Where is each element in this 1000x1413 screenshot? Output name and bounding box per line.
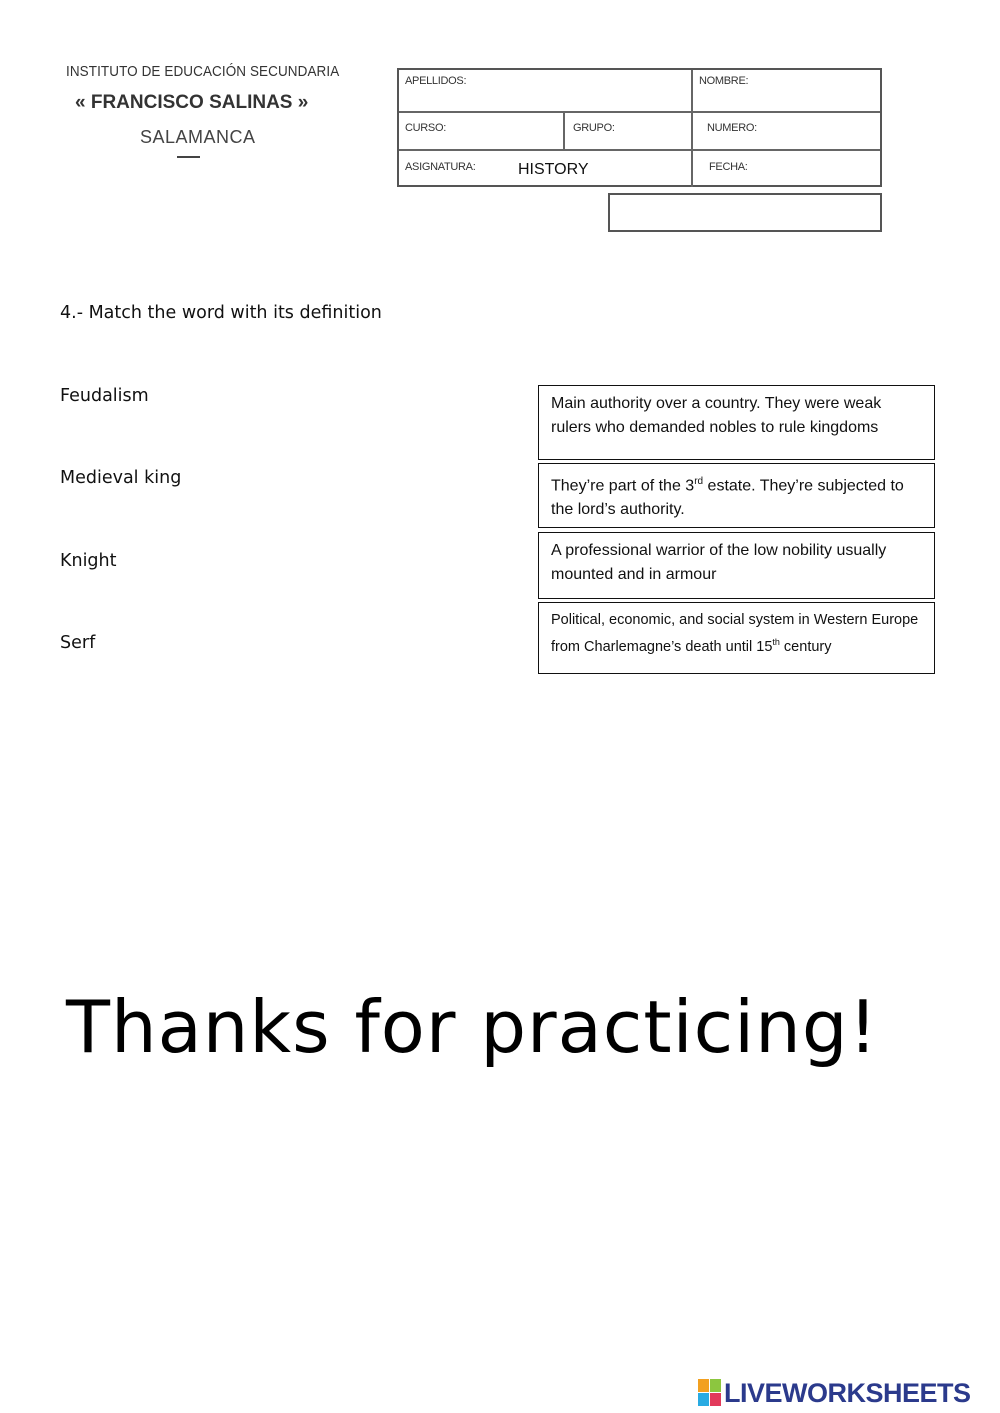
liveworksheets-mark-icon xyxy=(698,1379,722,1407)
school-name-line1: INSTITUTO DE EDUCACIÓN SECUNDARIA xyxy=(66,64,340,80)
ordinal-suffix: rd xyxy=(694,476,704,487)
liveworksheets-logo[interactable] xyxy=(698,1378,971,1408)
form-column-divider xyxy=(691,70,693,187)
term-medieval-king[interactable]: Medieval king xyxy=(60,468,182,488)
definition-text: century xyxy=(779,638,832,655)
grupo-label: GRUPO: xyxy=(573,122,615,134)
definition-text: estate. They’re subjected to the lord’s authority. xyxy=(551,477,904,519)
school-city: SALAMANCA xyxy=(140,127,256,147)
exercise-instruction: 4.- Match the word with its definition xyxy=(60,303,382,323)
definition-box-1[interactable] xyxy=(538,385,935,460)
nombre-label: NOMBRE: xyxy=(699,75,749,87)
liveworksheets-wordmark: LIVEWORKSHEETS xyxy=(724,1377,971,1408)
asignatura-value: HISTORY xyxy=(518,161,589,178)
apellidos-label: APELLIDOS: xyxy=(405,75,467,87)
ordinal-suffix: th xyxy=(772,637,780,647)
term-knight[interactable]: Knight xyxy=(60,551,117,571)
definition-box-2[interactable] xyxy=(538,463,935,528)
grade-box xyxy=(608,193,882,232)
definition-text: Political, economic, and social system in Western Europe from Charlemagne’s death until 15 xyxy=(551,612,919,655)
closing-message: Thanks for practicing! xyxy=(66,985,879,1069)
curso-label: CURSO: xyxy=(405,122,446,134)
definition-text: They’re part of the 3 xyxy=(551,477,695,495)
form-row-divider xyxy=(399,111,880,113)
numero-label: NUMERO: xyxy=(707,122,757,134)
term-feudalism[interactable]: Feudalism xyxy=(60,386,149,406)
definition-text: Main authority over a country. They were weak rulers who demanded nobles to rule kingdoms xyxy=(551,395,882,436)
definition-box-3[interactable] xyxy=(538,532,935,599)
fecha-label: FECHA: xyxy=(709,161,748,173)
definition-text: A professional warrior of the low nobility usually mounted and in armour xyxy=(551,542,887,583)
form-column-divider xyxy=(563,111,565,149)
term-serf[interactable]: Serf xyxy=(60,633,96,653)
student-info-form xyxy=(397,68,882,187)
definition-box-4[interactable] xyxy=(538,602,935,674)
header-divider xyxy=(177,156,200,158)
form-row-divider xyxy=(399,149,880,151)
school-name-line2: « FRANCISCO SALINAS » xyxy=(75,92,309,113)
asignatura-label: ASIGNATURA: xyxy=(405,161,476,173)
